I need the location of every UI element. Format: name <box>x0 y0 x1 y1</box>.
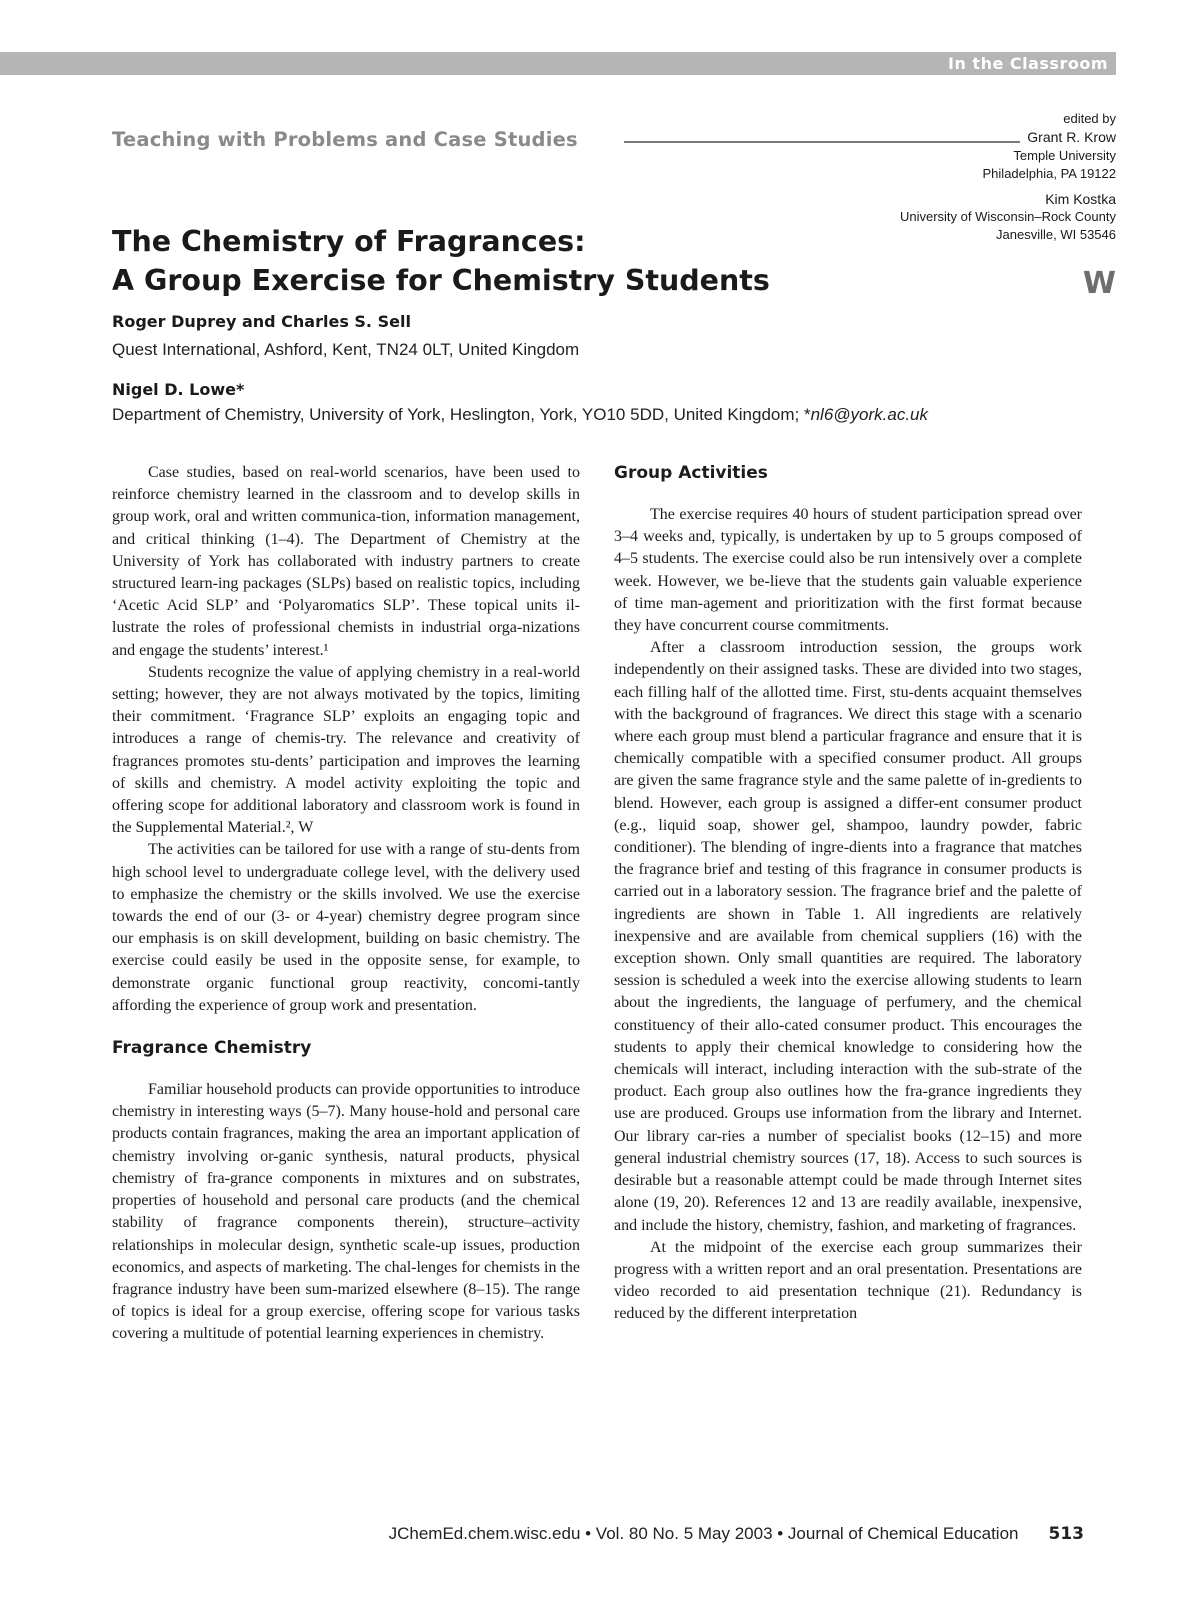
page-number: 513 <box>1048 1524 1084 1544</box>
series-rule <box>624 141 1020 143</box>
paragraph-group-3: At the midpoint of the exercise each group summarizes their progress with a written report and an oral presentation. Presentations are video recorded to aid presentation technique (21). Redundancy is reduced by the different interpretation <box>614 1238 1082 1323</box>
paragraph-intro-1: Case studies, based on real-world scenarios, have been used to reinforce chemistry learned in the classroom and to develop skills in group work, oral and written communica-tion, information management, and critical thinking (1–4). The Department of Chemistry at the University of York has collaborated with industry partners to create structured learn-ing packages (SLPs) based on realistic topics, including ‘Acetic Acid SLP’ and ‘Polyaromatics SLP’. These topical units il-lustrate the roles of professional chemists in industrial orga-nizations and engage the students’ interest.¹ <box>112 464 580 659</box>
paragraph-intro-3: The activities can be tailored for use with a range of stu-dents from high school level to undergraduate college level, with the delivery used to emphasize the chemistry or the skills involved. We use the exercise towards the end of our (3- or 4-year) chemistry degree program since our emphasis is on skill development, building on basic chemistry. The exercise could easily be used in the opposite sense, for example, to demonstrate organic functional group reactivity, concomi-tantly affording the experience of group work and presentation. <box>112 841 580 1014</box>
section-label: In the Classroom <box>948 54 1108 73</box>
heading-fragrance-chemistry: Fragrance Chemistry <box>112 1038 312 1059</box>
paragraph-fragrance-chemistry: Familiar household products can provide opportunities to introduce chemistry in interesting ways (5–7). Many house-hold and personal care products contain fragrances, making the area an important application of chemistry involving or-ganic synthesis, natural products, physical chemistry of fra-grance components in mixtures and on substrates, properties of household and personal care products (and the chemical stability of fragrance components therein), structure–activity relationships in molecular design, synthetic scale-up issues, production economics, and aspects of marketing. The chal-lenges for chemists in the fragrance industry have been sum-marized elsewhere (8–15). The range of topics is ideal for a group exercise, offering scope for various tasks covering a multitude of potential learning experiences in chemistry. <box>112 1081 580 1343</box>
editor1-name: Grant R. Krow <box>1027 129 1116 146</box>
footer-citation: JChemEd.chem.wisc.edu • Vol. 80 No. 5 May 2003 • Journal of Chemical Education <box>388 1524 1019 1543</box>
author-line-2: Nigel D. Lowe* <box>112 380 245 399</box>
section-bar <box>0 52 1116 75</box>
editor2-location: Janesville, WI 53546 <box>996 227 1116 243</box>
edited-by-label: edited by <box>1063 111 1116 126</box>
affiliation-1: Quest International, Ashford, Kent, TN24 0LT, United Kingdom <box>112 340 580 359</box>
affiliation-2-text: Department of Chemistry, University of York, Heslington, York, YO10 5DD, United Kingdom; * <box>112 405 811 424</box>
series-title: Teaching with Problems and Case Studies <box>112 128 578 151</box>
paragraph-intro-2: Students recognize the value of applying chemistry in a real-world setting; however, they are not always motivated by the topics, limiting their commitment. ‘Fragrance SLP’ exploits an engaging topic and introduces a range of chemis-try. The relevance and creativity of fragrances promotes stu-dents’ participation and improves the learning of skills and chemistry. A model activity exploiting the topic and offering scope for additional laboratory and classroom work is found in the Supplemental Material.², W <box>112 663 580 837</box>
right-column <box>614 462 1082 1326</box>
paragraph-group-1: The exercise requires 40 hours of student participation spread over 3–4 weeks and, typically, is undertaken by up to 5 groups composed of 4–5 students. The exercise could also be run intensively over a complete week. However, we be-lieve that the students gain valuable experience of time man-agement and prioritization with the first format because they have concurrent course commitments. <box>614 506 1082 635</box>
series-header <box>112 128 1020 154</box>
paragraph-group-2: After a classroom introduction session, the groups work independently on their assigned tasks. These are divided into two stages, each filling half of the allotted time. First, stu-dents acquaint themselves with the background of fragrances. We direct this stage with a scenario where each group must blend a particular fragrance and ensure that it is chemically compatible with a specified consumer product. All groups are given the same fragrance style and the same palette of in-gredients to blend. However, each group is assigned a differ-ent consumer product (e.g., liquid soap, shower gel, shampoo, laundry powder, fabric conditioner). The blending of ingre-dients into a fragrance that matches the fragrance brief and testing of this fragrance in consumer products is carried out in a laboratory session. The fragrance brief and the palette of ingredients are shown in Table 1. All ingredients are relatively inexpensive and are available from chemical suppliers (16) with the exception shown. Only small quantities are required. The laboratory session is scheduled a week into the exercise allowing students to learn about the ingredients, the language of perfumery, and the chemical constituency of their allo-cated consumer product. This encourages the students to apply their chemical knowledge to considering how the chemicals will interact, including interaction with the sub-strate of the product. Each group also outlines how the fra-grance ingredients they use are produced. Groups use information from the library and Internet. Our library car-ries a number of specialist books (12–15) and more general industrial chemistry sources (17, 18). Access to such sources is desirable but a reasonable attempt could be made through Internet sites alone (19, 20). References 12 and 13 are readily available, inexpensive, and include the history, chemistry, fashion, and marketing of fragrances. <box>614 639 1082 1234</box>
author-line-1: Roger Duprey and Charles S. Sell <box>112 312 411 331</box>
article-title <box>112 222 770 300</box>
editor1-location: Philadelphia, PA 19122 <box>982 166 1116 182</box>
heading-group-activities: Group Activities <box>614 463 768 483</box>
web-supplement-icon: W <box>1082 266 1116 301</box>
title-line-2: A Group Exercise for Chemistry Students <box>112 264 770 297</box>
page-footer <box>0 1524 1084 1544</box>
editor2-name: Kim Kostka <box>1045 190 1116 207</box>
left-column <box>112 462 580 1346</box>
author-email-link[interactable]: nl6@york.ac.uk <box>810 405 929 424</box>
editor2-institution: University of Wisconsin–Rock County <box>899 209 1116 225</box>
title-line-1: The Chemistry of Fragrances: <box>112 225 586 258</box>
editor1-institution: Temple University <box>1013 147 1116 163</box>
affiliation-2 <box>112 405 928 425</box>
